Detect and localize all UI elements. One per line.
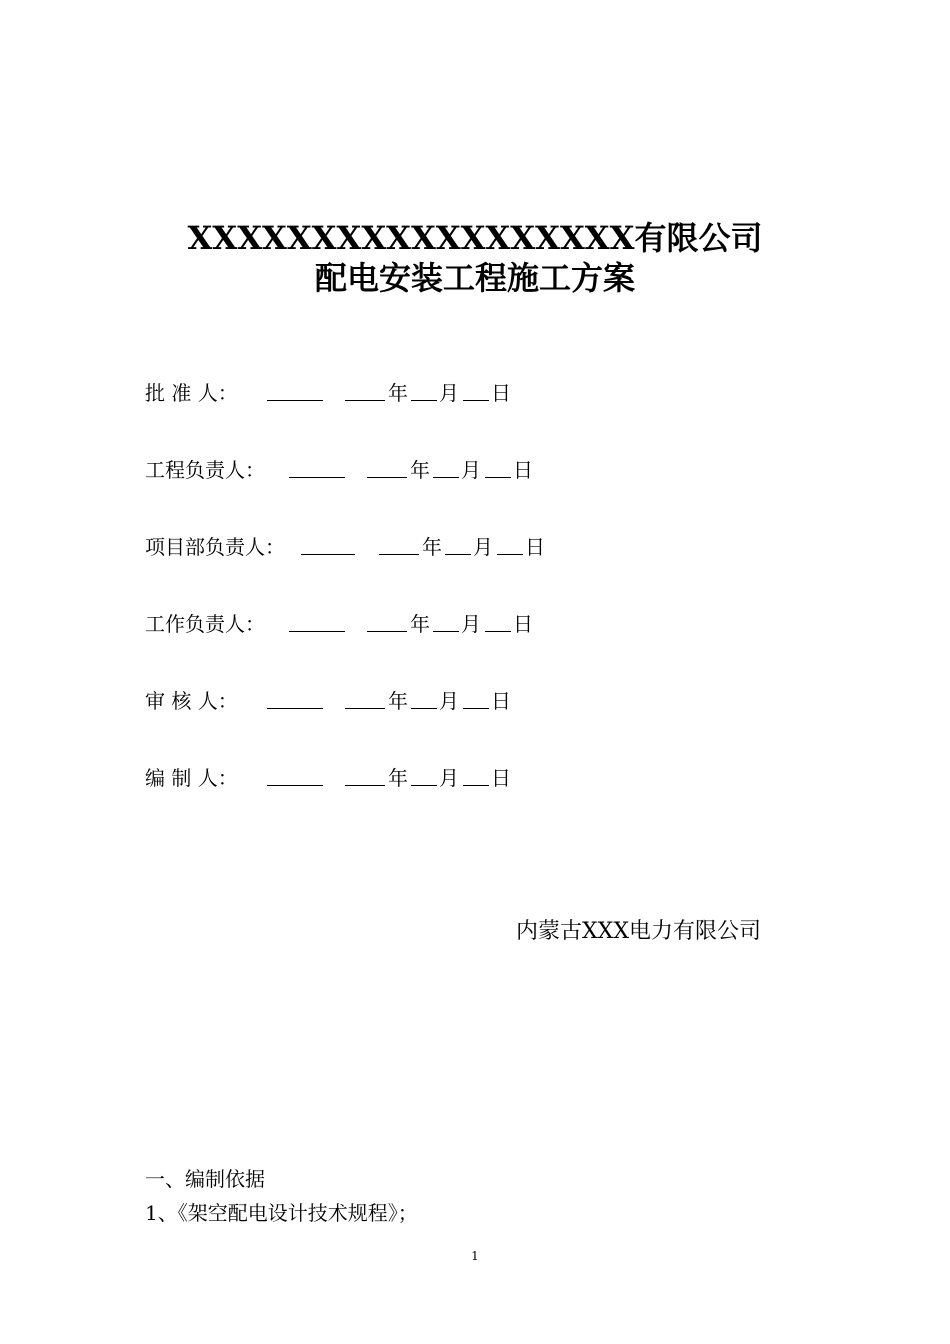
day-label: 日 (491, 381, 511, 405)
month-label: 月 (439, 689, 459, 713)
year-label: 年 (388, 766, 408, 790)
year-label: 年 (388, 689, 408, 713)
year-label: 年 (422, 535, 442, 559)
day-blank (485, 455, 511, 478)
signature-label: 批 准 人： (145, 381, 238, 405)
day-blank (463, 763, 489, 786)
page-number: 1 (471, 1249, 479, 1263)
month-label: 月 (439, 381, 459, 405)
month-blank (433, 609, 459, 632)
year-blank (379, 532, 419, 555)
month-blank (411, 763, 437, 786)
signature-label: 审 核 人： (145, 689, 238, 713)
day-label: 日 (491, 766, 511, 790)
year-blank (367, 609, 407, 632)
list-item: 1、《架空配电设计技术规程》； (145, 1201, 418, 1225)
document-title-plan: 配电安装工程施工方案 (314, 259, 635, 297)
day-label: 日 (491, 689, 511, 713)
month-blank (411, 378, 437, 401)
section-heading: 一、编制依据 (145, 1167, 265, 1191)
signature-label: 工程负责人： (145, 458, 265, 482)
month-label: 月 (473, 535, 493, 559)
signature-label: 项目部负责人： (145, 535, 285, 559)
month-label: 月 (461, 612, 481, 636)
name-blank (289, 609, 345, 632)
month-blank (433, 455, 459, 478)
month-label: 月 (439, 766, 459, 790)
name-blank (267, 763, 323, 786)
month-label: 月 (461, 458, 481, 482)
name-blank (301, 532, 355, 555)
year-blank (345, 763, 385, 786)
year-label: 年 (410, 612, 430, 636)
year-label: 年 (410, 458, 430, 482)
month-blank (445, 532, 471, 555)
year-label: 年 (388, 381, 408, 405)
signature-label: 编 制 人： (145, 766, 238, 790)
month-blank (411, 686, 437, 709)
name-blank (289, 455, 345, 478)
day-blank (463, 686, 489, 709)
day-blank (485, 609, 511, 632)
year-blank (345, 378, 385, 401)
day-label: 日 (513, 612, 533, 636)
name-blank (267, 378, 323, 401)
year-blank (345, 686, 385, 709)
signature-label: 工作负责人： (145, 612, 265, 636)
day-label: 日 (513, 458, 533, 482)
year-blank (367, 455, 407, 478)
day-blank (497, 532, 523, 555)
name-blank (267, 686, 323, 709)
day-blank (463, 378, 489, 401)
document-title-company: XXXXXXXXXXXXXXXXXX有限公司 (187, 219, 763, 257)
issuing-company: 内蒙古XXX电力有限公司 (516, 919, 761, 944)
day-label: 日 (525, 535, 545, 559)
